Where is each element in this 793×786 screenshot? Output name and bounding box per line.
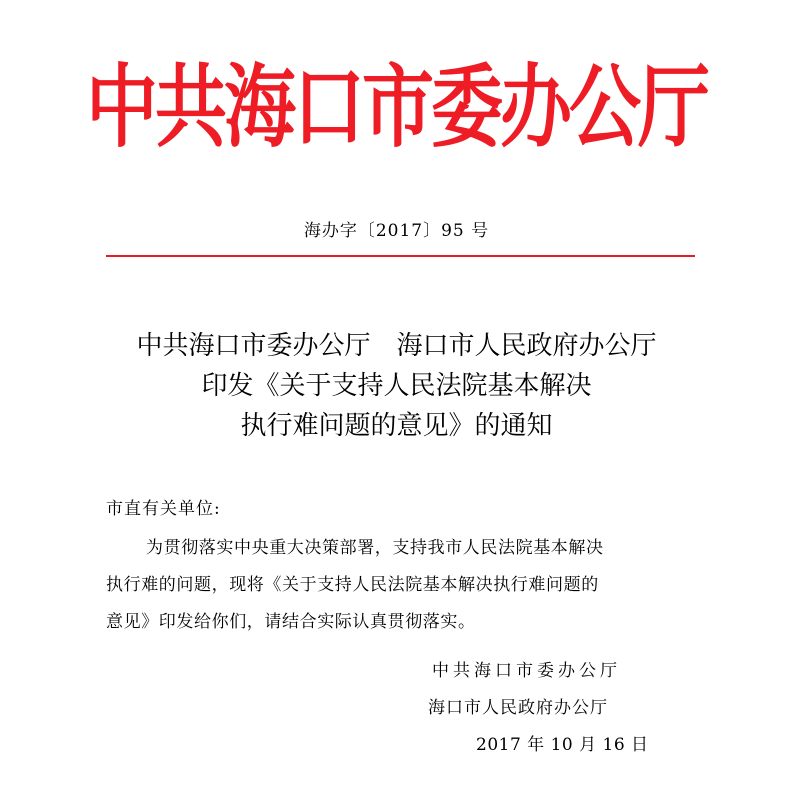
document-title	[0, 326, 793, 446]
body-line-1: 为贯彻落实中央重大决策部署，支持我市人民法院基本解决	[146, 538, 604, 558]
title-line-2: 印发《关于支持人民法院基本解决	[201, 371, 592, 401]
body-line-2: 执行难的问题，现将《关于支持人民法院基本解决执行难问题的	[106, 575, 599, 595]
signature-org-1: 中共海口市委办公厅	[432, 661, 621, 681]
masthead-title: 中共海口市委办公厅	[85, 54, 707, 160]
salutation: 市直有关单位:	[106, 499, 221, 519]
title-line-1: 中共海口市委办公厅 海口市人民政府办公厅	[136, 331, 657, 361]
document-number: 海办字〔2017〕95 号	[303, 221, 490, 241]
title-line-3: 执行难问题的意见》的通知	[240, 411, 553, 441]
red-divider-rule	[106, 255, 695, 257]
body-line-3: 意见》印发给你们，请结合实际认真贯彻落实。	[106, 612, 476, 632]
body-paragraph	[106, 530, 706, 641]
signature-date: 2017 年 10 月 16 日	[476, 735, 649, 755]
signature-block	[0, 653, 793, 764]
signature-org-2: 海口市人民政府办公厅	[428, 698, 608, 718]
